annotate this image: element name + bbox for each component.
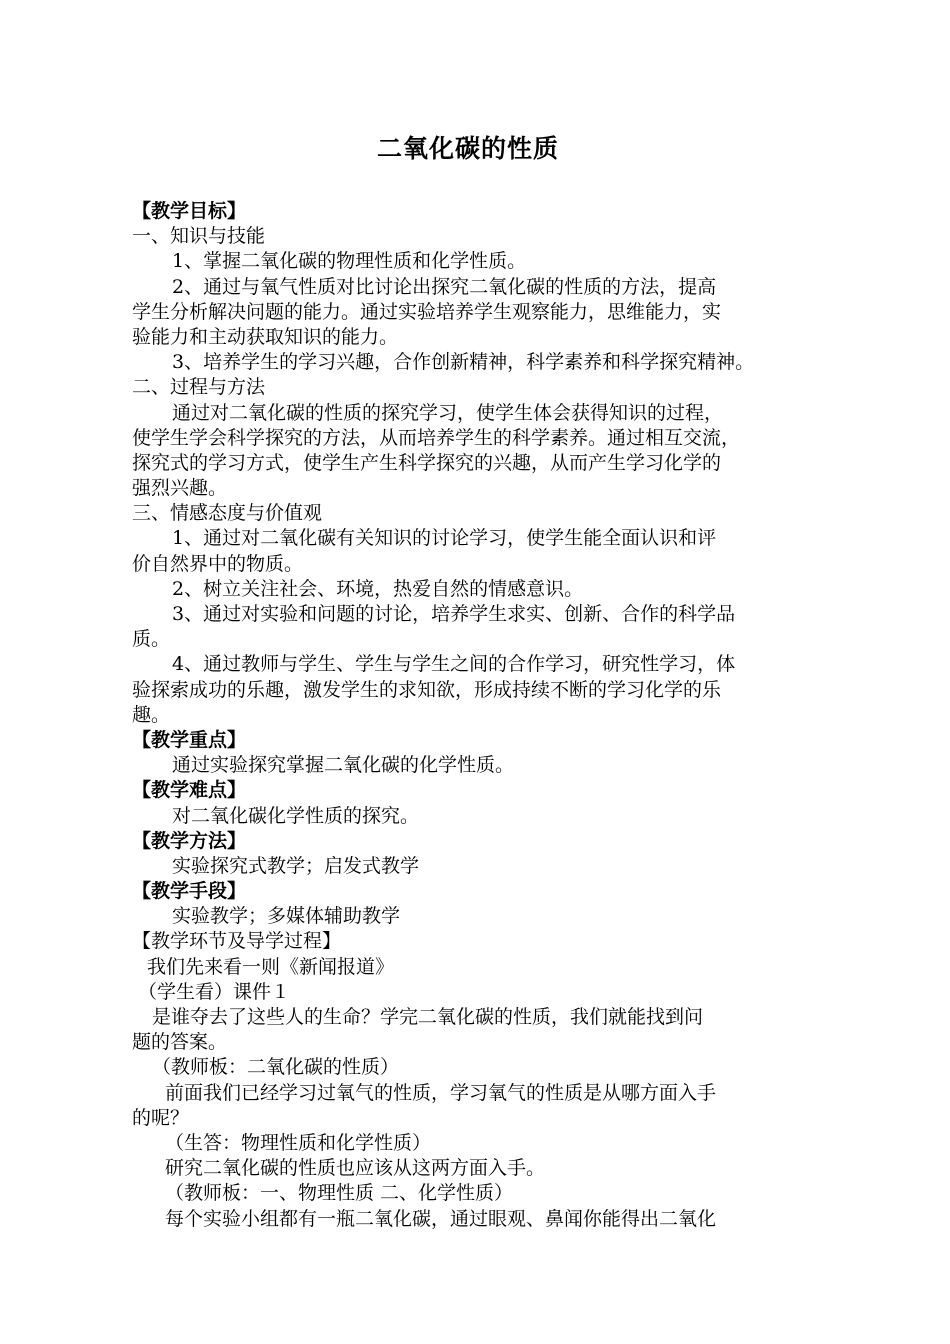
- subsection-heading: 一、知识与技能: [132, 225, 266, 248]
- paragraph-line: 的呢？: [132, 1106, 190, 1129]
- paragraph-line: 实验探究式教学；启发式教学: [172, 854, 420, 877]
- paragraph-line: 价自然界中的物质。: [132, 552, 304, 575]
- paragraph-line: 3、培养学生的学习兴趣，合作创新精神，科学素养和科学探究精神。: [172, 351, 755, 374]
- paragraph-line: 前面我们已经学习过氧气的性质，学习氧气的性质是从哪方面入手: [165, 1081, 717, 1104]
- paragraph-line: 通过对二氧化碳的性质的探究学习，使学生体会获得知识的过程，: [172, 401, 724, 424]
- paragraph-line: 趣。: [132, 703, 171, 726]
- paragraph-line: 研究二氧化碳的性质也应该从这两方面入手。: [165, 1157, 546, 1180]
- paragraph-line: （生答：物理性质和化学性质）: [165, 1131, 432, 1154]
- document-body: [132, 199, 832, 1232]
- paragraph-line: 2、通过与氧气性质对比讨论出探究二氧化碳的性质的方法，提高: [172, 275, 717, 298]
- section-heading: 【教学重点】: [132, 728, 247, 751]
- paragraph-line: 强烈兴趣。: [132, 477, 228, 500]
- paragraph-line: （学生看）课件１: [138, 980, 291, 1003]
- section-heading: 【教学手段】: [132, 880, 247, 903]
- paragraph-line: 4、通过教师与学生、学生与学生之间的合作学习，研究性学习，体: [172, 653, 736, 676]
- section-heading: 【教学环节及导学过程】: [132, 930, 342, 953]
- paragraph-line: 我们先来看一则《新闻报道》: [147, 955, 395, 978]
- paragraph-line: 1、掌握二氧化碳的物理性质和化学性质。: [172, 250, 527, 273]
- paragraph-line: （教师板：二氧化碳的性质）: [152, 1056, 400, 1079]
- paragraph-line: （教师板：一、物理性质 二、化学性质）: [165, 1182, 514, 1205]
- document-title: 二氧化碳的性质: [376, 134, 559, 163]
- paragraph-line: 验探索成功的乐趣，激发学生的求知欲，形成持续不断的学习化学的乐: [132, 678, 722, 701]
- paragraph-line: 对二氧化碳化学性质的探究。: [172, 804, 420, 827]
- paragraph-line: 每个实验小组都有一瓶二氧化碳，通过眼观、鼻闻你能得出二氧化: [165, 1207, 717, 1230]
- subsection-heading: 三、情感态度与价值观: [132, 502, 323, 525]
- paragraph-line: 题的答案。: [132, 1031, 228, 1054]
- paragraph-line: 1、通过对二氧化碳有关知识的讨论学习，使学生能全面认识和评: [172, 527, 717, 550]
- paragraph-line: 实验教学；多媒体辅助教学: [172, 905, 401, 928]
- section-heading: 【教学方法】: [132, 829, 247, 852]
- paragraph-line: 探究式的学习方式，使学生产生科学探究的兴趣，从而产生学习化学的: [132, 451, 722, 474]
- section-heading: 【教学难点】: [132, 779, 247, 802]
- paragraph-line: 使学生学会科学探究的方法，从而培养学生的科学素养。通过相互交流，: [132, 426, 741, 449]
- subsection-heading: 二、过程与方法: [132, 376, 266, 399]
- paragraph-line: 3、通过对实验和问题的讨论，培养学生求实、创新、合作的科学品: [172, 603, 736, 625]
- paragraph-line: 是谁夺去了这些人的生命？学完二氧化碳的性质，我们就能找到问: [152, 1006, 704, 1028]
- paragraph-line: 2、树立关注社会、环境，热爱自然的情感意识。: [172, 577, 584, 600]
- paragraph-line: 质。: [132, 628, 171, 651]
- paragraph-line: 通过实验探究掌握二氧化碳的化学性质。: [172, 754, 515, 777]
- section-heading: 【教学目标】: [132, 200, 247, 222]
- paragraph-line: 学生分析解决问题的能力。通过实验培养学生观察能力，思维能力，实: [132, 300, 722, 323]
- paragraph-line: 验能力和主动获取知识的能力。: [132, 325, 399, 348]
